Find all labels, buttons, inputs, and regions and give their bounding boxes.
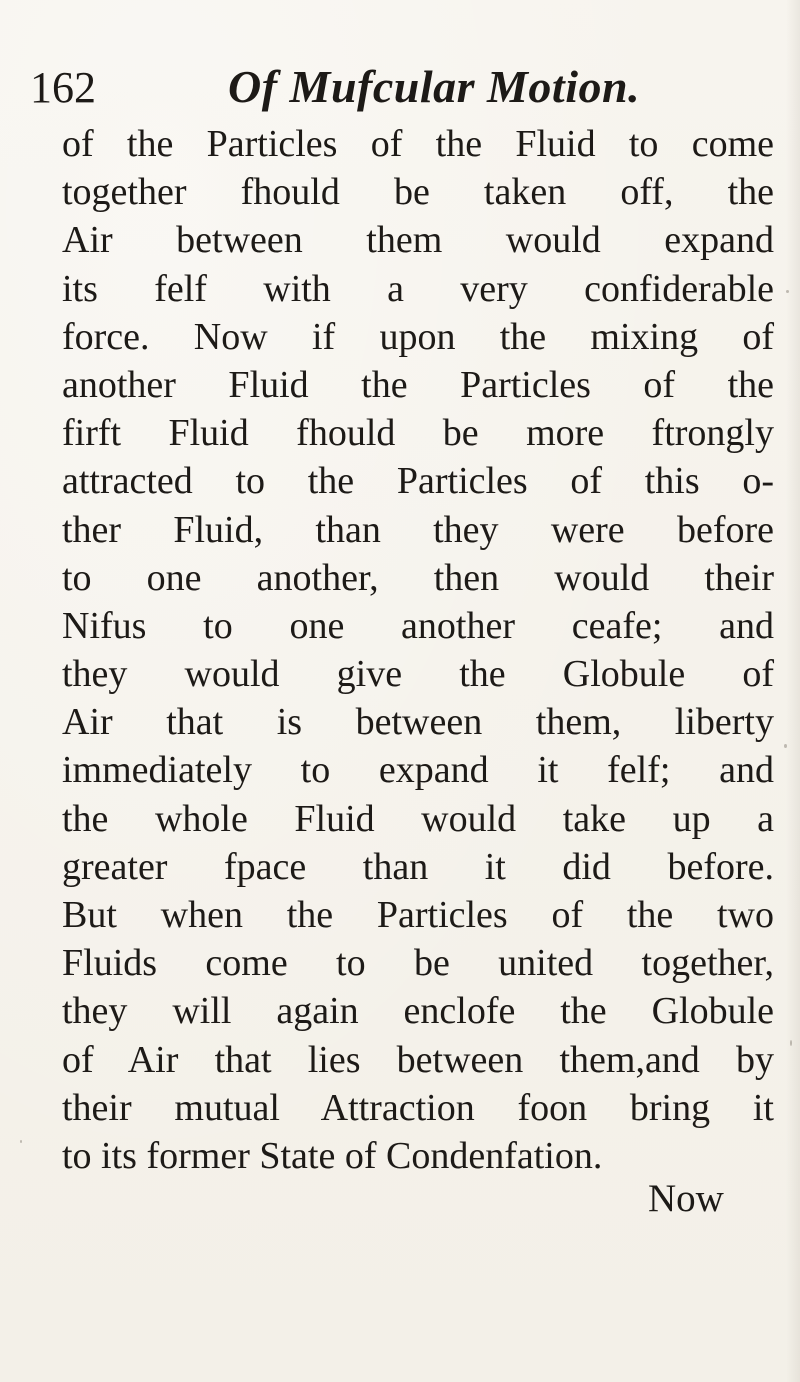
body-text bbox=[62, 120, 774, 1180]
text-line: their mutual Attraction foon bring it bbox=[62, 1086, 774, 1129]
text-line: another Fluid the Particles of the bbox=[62, 363, 774, 406]
running-title: Of Mufcular Motion. bbox=[228, 61, 641, 112]
text-line: immediately to expand it felf; and bbox=[62, 749, 774, 792]
text-line: greater fpace than it did before. bbox=[62, 845, 774, 888]
text-line: of the Particles of the Fluid to come bbox=[62, 123, 774, 165]
text-line: the whole Fluid would take up a bbox=[62, 797, 774, 840]
text-line: force. Now if upon the mixing of bbox=[62, 315, 774, 358]
text-line: ther Fluid, than they were before bbox=[62, 508, 774, 551]
text-line: Air between them would expand bbox=[62, 219, 774, 262]
text-line: to its former State of Condenfation. bbox=[62, 1134, 603, 1177]
text-line: of Air that lies between them,and by bbox=[62, 1038, 774, 1081]
text-line: Fluids come to be united together, bbox=[62, 942, 774, 985]
paper-speck bbox=[790, 1040, 792, 1046]
text-line: Air that is between them, liberty bbox=[62, 701, 774, 744]
paper-speck bbox=[786, 290, 789, 293]
paper-speck bbox=[784, 744, 787, 748]
running-head bbox=[30, 62, 770, 122]
text-line: attracted to the Particles of this o- bbox=[62, 460, 774, 503]
text-line: firft Fluid fhould be more ftrongly bbox=[62, 412, 774, 455]
page-number: 162 bbox=[30, 63, 96, 112]
text-line: Nifus to one another ceafe; and bbox=[62, 604, 774, 647]
catchword: Now bbox=[648, 1177, 724, 1220]
text-line: they would give the Globule of bbox=[62, 653, 774, 696]
text-line: But when the Particles of the two bbox=[62, 894, 774, 936]
page-edge-shadow bbox=[786, 0, 800, 1382]
paper-speck bbox=[20, 1140, 22, 1143]
text-line: together fhould be taken off, the bbox=[62, 171, 774, 214]
text-line: they will again enclofe the Globule bbox=[62, 990, 774, 1033]
text-line: its felf with a very confiderable bbox=[62, 267, 774, 310]
text-line: to one another, then would their bbox=[62, 556, 774, 599]
